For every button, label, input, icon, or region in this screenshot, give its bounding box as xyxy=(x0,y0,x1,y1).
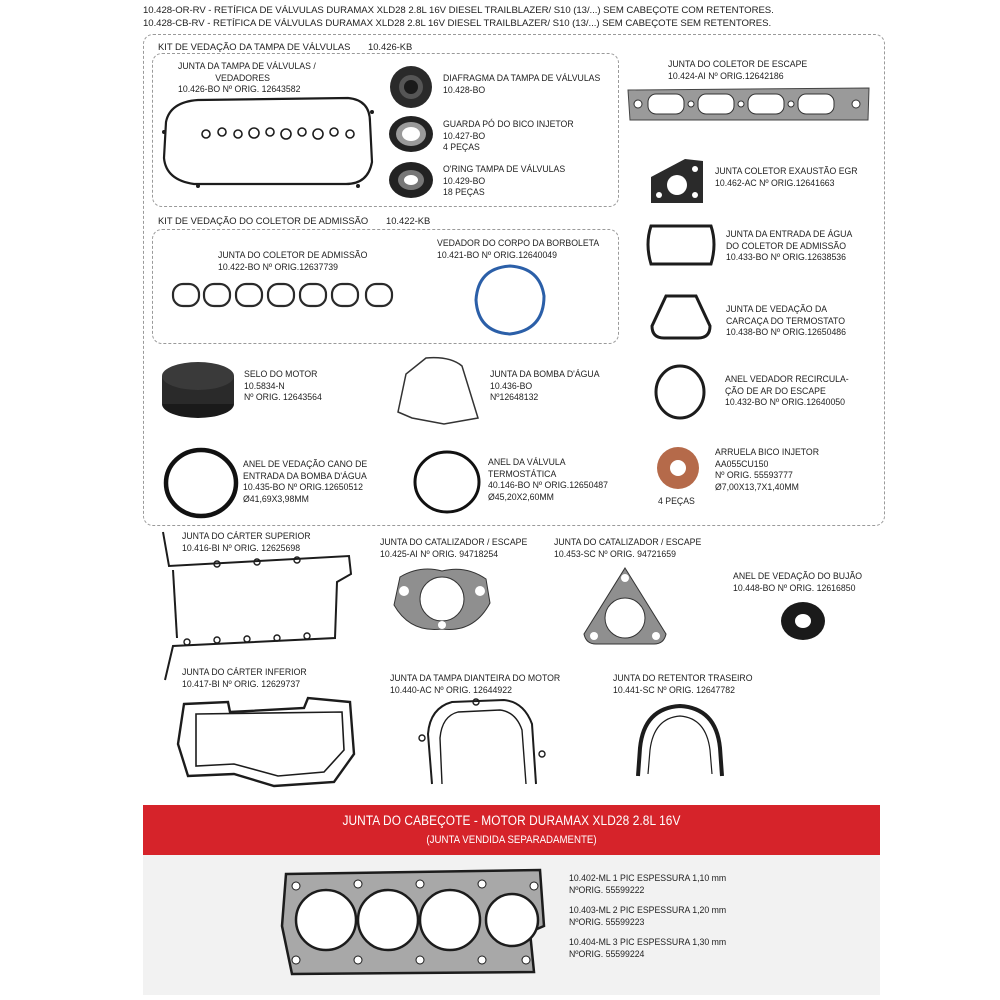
intake-manifold-gasket-image xyxy=(170,278,400,310)
lower-oil-pan-gasket-image xyxy=(174,694,358,794)
valve-cover-gasket-image xyxy=(158,92,378,192)
label-oring-cover: O'RING TAMPA DE VÁLVULAS 10.429-BO 18 PEÇAS xyxy=(443,163,566,197)
label-upper-oil-pan: JUNTA DO CÁRTER SUPERIOR 10.416-BI Nº ORIG. 12625698 xyxy=(182,530,311,553)
rear-seal-gasket-image xyxy=(634,700,726,780)
label-diaphragm: DIAFRAGMA DA TAMPA DE VÁLVULAS 10.428-BO xyxy=(443,72,601,95)
catalyst-2-gasket-image xyxy=(580,564,670,648)
thermo-valve-ring-image xyxy=(412,448,482,516)
label-water-pump: JUNTA DA BOMBA D'ÁGUA 10.436-BO Nº12648132 xyxy=(490,368,600,402)
thermostat-housing-gasket-image xyxy=(648,292,714,342)
exhaust-recirc-ring-image xyxy=(652,362,708,422)
diaphragm-image xyxy=(388,64,434,110)
throttle-seal-image xyxy=(470,262,550,338)
label-throttle-seal: VEDADOR DO CORPO DA BORBOLETA 10.421-BO Nº ORIG.12640049 xyxy=(437,237,600,260)
head-gasket-subtitle: (JUNTA VENDIDA SEPARADAMENTE) xyxy=(426,834,597,846)
head-gasket-banner xyxy=(143,805,880,855)
water-inlet-gasket-image xyxy=(641,220,721,270)
head-gasket-option-3: 10.404-ML 3 PIC ESPESSURA 1,30 mm NºORIG. 55599224 xyxy=(569,936,727,959)
label-intake-manifold: JUNTA DO COLETOR DE ADMISSÃO 10.422-BO Nº ORIG.12637739 xyxy=(218,249,368,272)
head-gasket-option-1: 10.402-ML 1 PIC ESPESSURA 1,10 mm NºORIG. 55599222 xyxy=(569,872,727,895)
egr-gasket-image xyxy=(645,155,709,207)
header-line-2: 10.428-CB-RV - RETÍFICA DE VÁLVULAS DURAMAX XLD28 2.8L 16V DIESEL TRAILBLAZER/ S10 (13/...) SEM CABEÇOTE SEM RETENTORES. xyxy=(143,18,772,29)
label-engine-seal: SELO DO MOTOR 10.5834-N Nº ORIG. 12643564 xyxy=(244,368,322,402)
pump-pipe-ring-image xyxy=(162,446,240,520)
label-thermostat-housing: JUNTA DE VEDAÇÃO DA CARCAÇA DO TERMOSTATO 10.438-BO Nº ORIG.12650486 xyxy=(726,303,846,337)
injector-dust-cover-image xyxy=(388,114,434,154)
catalyst-1-gasket-image xyxy=(390,563,494,635)
label-front-cover: JUNTA DA TAMPA DIANTEIRA DO MOTOR 10.440-AC Nº ORIG. 12644922 xyxy=(390,672,561,695)
kit-intake-code: 10.422-KB xyxy=(386,215,431,226)
exhaust-manifold-gasket-image xyxy=(626,84,871,124)
label-injector-washer: ARRUELA BICO INJETOR AA055CU150 Nº ORIG. 55593777 Ø7,00X13,7X1,40MM xyxy=(715,446,820,492)
label-water-inlet: JUNTA DA ENTRADA DE ÁGUA DO COLETOR DE ADMISSÃO 10.433-BO Nº ORIG.12638536 xyxy=(726,228,853,262)
oring-cover-image xyxy=(388,160,434,200)
kit-valve-cover-code: 10.426-KB xyxy=(368,41,413,52)
label-injector-dust-cover: GUARDA PÓ DO BICO INJETOR 10.427-BO 4 PEÇAS xyxy=(443,118,574,152)
kit-valve-cover-title: KIT DE VEDAÇÃO DA TAMPA DE VÁLVULAS xyxy=(158,41,351,52)
label-valve-cover-gasket: JUNTA DA TAMPA DE VÁLVULAS / VEDADORES 10.426-BO Nº ORIG. 12643582 xyxy=(178,60,316,94)
head-gasket-image xyxy=(278,866,548,978)
label-catalyst-1: JUNTA DO CATALIZADOR / ESCAPE 10.425-AI Nº ORIG. 94718254 xyxy=(380,536,528,559)
label-lower-oil-pan: JUNTA DO CÁRTER INFERIOR 10.417-BI Nº ORIG. 12629737 xyxy=(182,666,307,689)
front-cover-gasket-image xyxy=(412,694,546,788)
header-line-1: 10.428-OR-RV - RETÍFICA DE VÁLVULAS DURAMAX XLD28 2.8L 16V DIESEL TRAILBLAZER/ S10 (13/...) SEM CABEÇOTE COM RETENTORES. xyxy=(143,5,774,16)
engine-seal-image xyxy=(160,358,236,422)
water-pump-gasket-image xyxy=(396,354,482,428)
label-thermo-valve-ring: ANEL DA VÁLVULA TERMOSTÁTICA 40.146-BO Nº ORIG.12650487 Ø45,20X2,60MM xyxy=(488,456,608,502)
label-injector-washer-qty: 4 PEÇAS xyxy=(658,495,695,506)
label-exhaust-recirc: ANEL VEDADOR RECIRCULA- ÇÃO DE AR DO ESCAPE 10.432-BO Nº ORIG.12640050 xyxy=(725,373,849,407)
label-pump-pipe-ring: ANEL DE VEDAÇÃO CANO DE ENTRADA DA BOMBA D'ÁGUA 10.435-BO Nº ORIG.12650512 Ø41,69X3,98MM xyxy=(243,458,368,504)
head-gasket-title: JUNTA DO CABEÇOTE - MOTOR DURAMAX XLD28 2.8L 16V xyxy=(342,813,681,828)
label-catalyst-2: JUNTA DO CATALIZADOR / ESCAPE 10.453-SC Nº ORIG. 94721659 xyxy=(554,536,702,559)
label-drain-plug-ring: ANEL DE VEDAÇÃO DO BUJÃO 10.448-BO Nº ORIG. 12616850 xyxy=(733,570,863,593)
label-rear-seal: JUNTA DO RETENTOR TRASEIRO 10.441-SC Nº ORIG. 12647782 xyxy=(613,672,753,695)
kit-intake-title: KIT DE VEDAÇÃO DO COLETOR DE ADMISSÃO xyxy=(158,215,369,226)
head-gasket-option-2: 10.403-ML 2 PIC ESPESSURA 1,20 mm NºORIG. 55599223 xyxy=(569,904,727,927)
label-exhaust-manifold: JUNTA DO COLETOR DE ESCAPE 10.424-AI Nº ORIG.12642186 xyxy=(668,58,808,81)
injector-washer-image xyxy=(654,444,702,492)
upper-oil-pan-gasket-image xyxy=(157,530,357,684)
label-egr-gasket: JUNTA COLETOR EXAUSTÃO EGR 10.462-AC Nº ORIG.12641663 xyxy=(715,165,858,188)
drain-plug-ring-image xyxy=(780,600,826,642)
